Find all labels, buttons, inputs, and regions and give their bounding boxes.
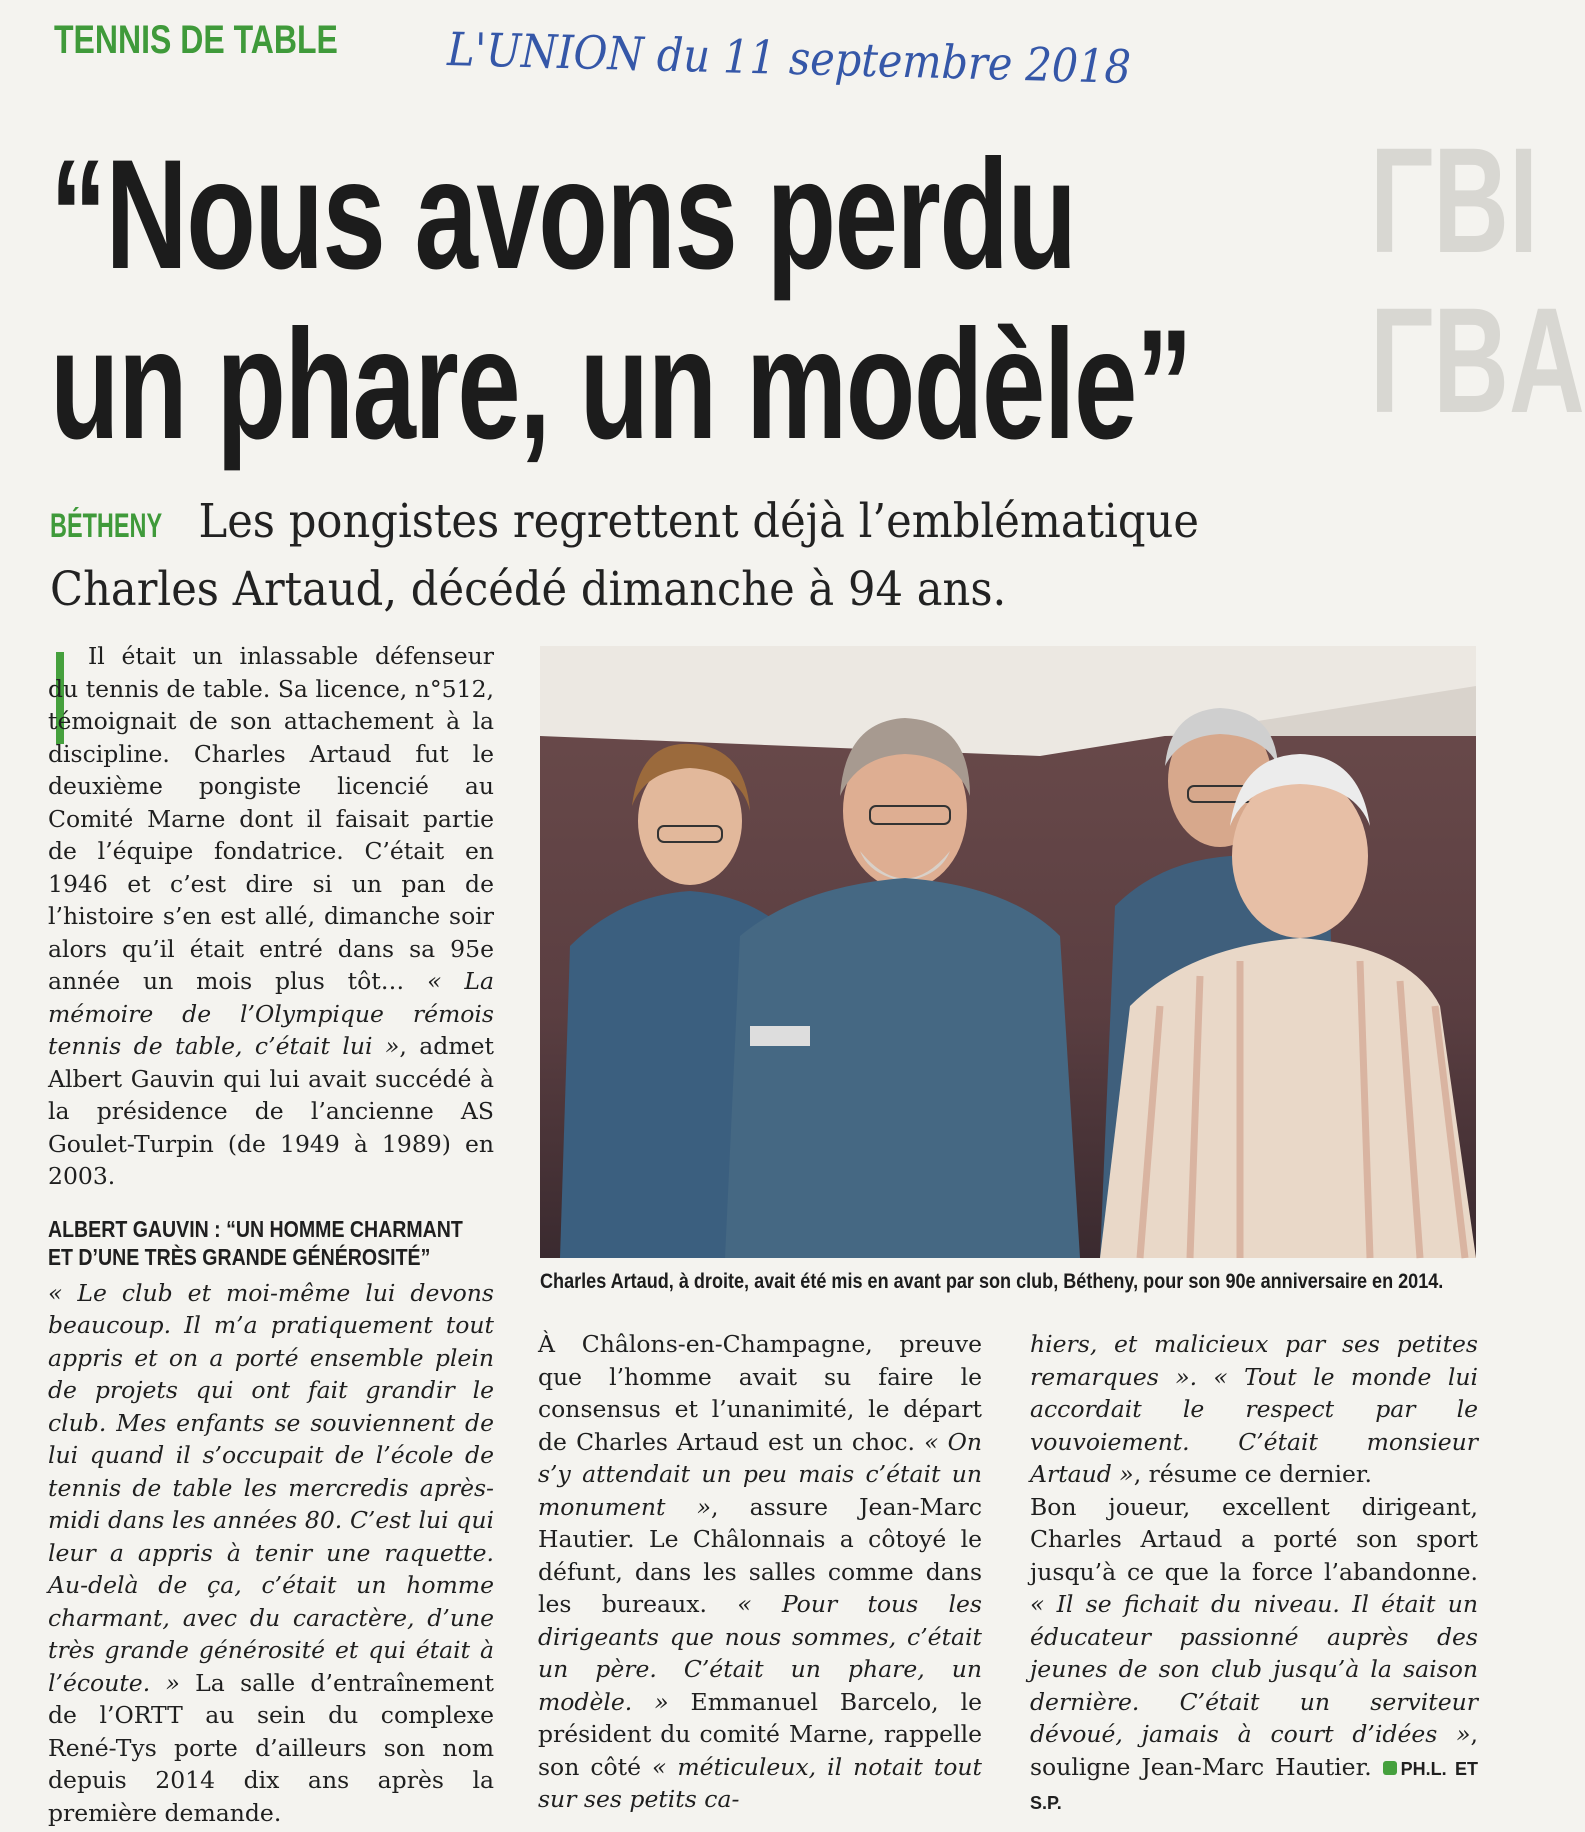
location-label: BÉTHENY [50,507,163,545]
section-label: TENNIS DE TABLE [54,18,338,62]
quote-run: hiers, et malicieux par ses petites remarques ». [1030,1330,1478,1391]
lead-paragraph [48,640,494,1193]
photo-caption: Charles Artaud, à droite, avait été mis en avant par son club, Bétheny, pour son 90e anniversaire en 2014. [540,1270,1444,1293]
quote-run: « Pour tous les dirigeants que nous sommes, c’était un père. C’était un phare, un modèle. » [538,1590,982,1716]
headline-line-2: un phare, un modèle” [50,298,1192,472]
credit-marker [1383,1761,1397,1775]
quote-run: « Il se fichait du niveau. Il était un éducateur passionné auprès des jeunes de son club jusqu’à la saison dernière. C’était un serviteur dévoué, jamais à court d’idées » [1030,1590,1478,1748]
article-photo [540,646,1476,1258]
photo-illustration [540,646,1476,1258]
column-2-paragraph [538,1328,982,1816]
gauvin-quote: « Le club et moi-même lui devons beaucoup. Il m’a pratiquement tout appris et on a porté ensemble plein de projets qui ont fait grandir le club. Mes enfants se souviennent de lui quand il s’occupait de l’école de tennis de table les mercredis après-midi dans les années 80. C’est lui qui leur a appris à tenir une raquette. Au-delà de ça, c’était un homme charmant, avec du caractère, d’une très grande générosité et qui était à l’écoute. » [48,1278,494,1697]
text-run: Bon joueur, excellent dirigeant, Charles Artaud a porté son sport jusqu’à ce que la force l’abandonne. [1030,1492,1478,1586]
text-run: À Châlons-en-Champagne, preuve que l’homme avait su faire le consensus et l’unanimité, le départ de Charles Artaud est un choc. [538,1330,982,1456]
subheadline-text: Les pongistes regrettent déjà l’emblématique Charles Artaud, décédé dimanche à 94 ans. [50,494,1199,617]
text-run: , assure Jean-Marc Hautier. Le Châlonnais a côtoyé le défunt, dans les salles comme dans les bureaux. [538,1492,982,1618]
intertitle: ALBERT GAUVIN : “UN HOMME CHARMANT ET D’UNE TRÈS GRANDE GÉNÉROSITÉ” [48,1215,463,1270]
lead-text-end: , admet Albert Gauvin qui lui avait succédé à la présidence de l’ancienne AS Goulet-Turpin (de 1949 à 1989) en 2003. [48,1032,494,1190]
photo-credit: PH.L. ET S.P. [1030,1758,1478,1813]
text-run: , résume ce dernier. [1133,1460,1373,1488]
column-3 [1030,1328,1478,1820]
column-3-paragraph-2 [1030,1491,1478,1820]
column-3-paragraph-1 [1030,1328,1478,1491]
column-1 [48,640,494,1829]
handwritten-annotation: L'UNION du 11 septembre 2018 [446,22,1132,94]
quote-paragraph [48,1277,494,1830]
quote-run: « On s’y attendait un peu mais c’était un monument » [538,1427,982,1521]
text-run: , souligne Jean-Marc Hautier. [1030,1720,1478,1781]
adjacent-article-bleed: ΓBI ΓBA [1370,116,1585,444]
lead-quote: « La mémoire de l’Olympique rémois tennis de table, c’était lui » [48,967,494,1060]
text-run: Emmanuel Barcelo, le président du comité Marne, rappelle son côté [538,1687,983,1781]
headline-line-1: “Nous avons perdu [50,128,1076,302]
column-2 [538,1328,982,1816]
quote-run: « Tout le monde lui accordait le respect par le vouvoiement. C’était monsieur Artaud » [1030,1362,1478,1488]
quote-run: « méticuleux, il notait tout sur ses petits ca- [538,1752,982,1813]
headline [50,128,1192,472]
lead-text: Il était un inlassable défenseur du tennis de table. Sa licence, n°512, témoignait de son attachement à la discipline. Charles Artaud fut le deuxième pongiste licencié au Comité Marne dont il faisait partie de l’équipe fondatrice. C’était en 1946 et c’est dire si un pan de l’histoire s’en est allé, dimanche soir alors qu’il était entré dans sa 95e année un mois plus tôt… [48,642,494,995]
quote-tail: La salle d’entraînement de l’ORTT au sein du complexe René-Tys porte d’ailleurs son nom depuis 2014 dix ans après la première demande. [48,1668,494,1827]
subheadline [50,490,1338,622]
